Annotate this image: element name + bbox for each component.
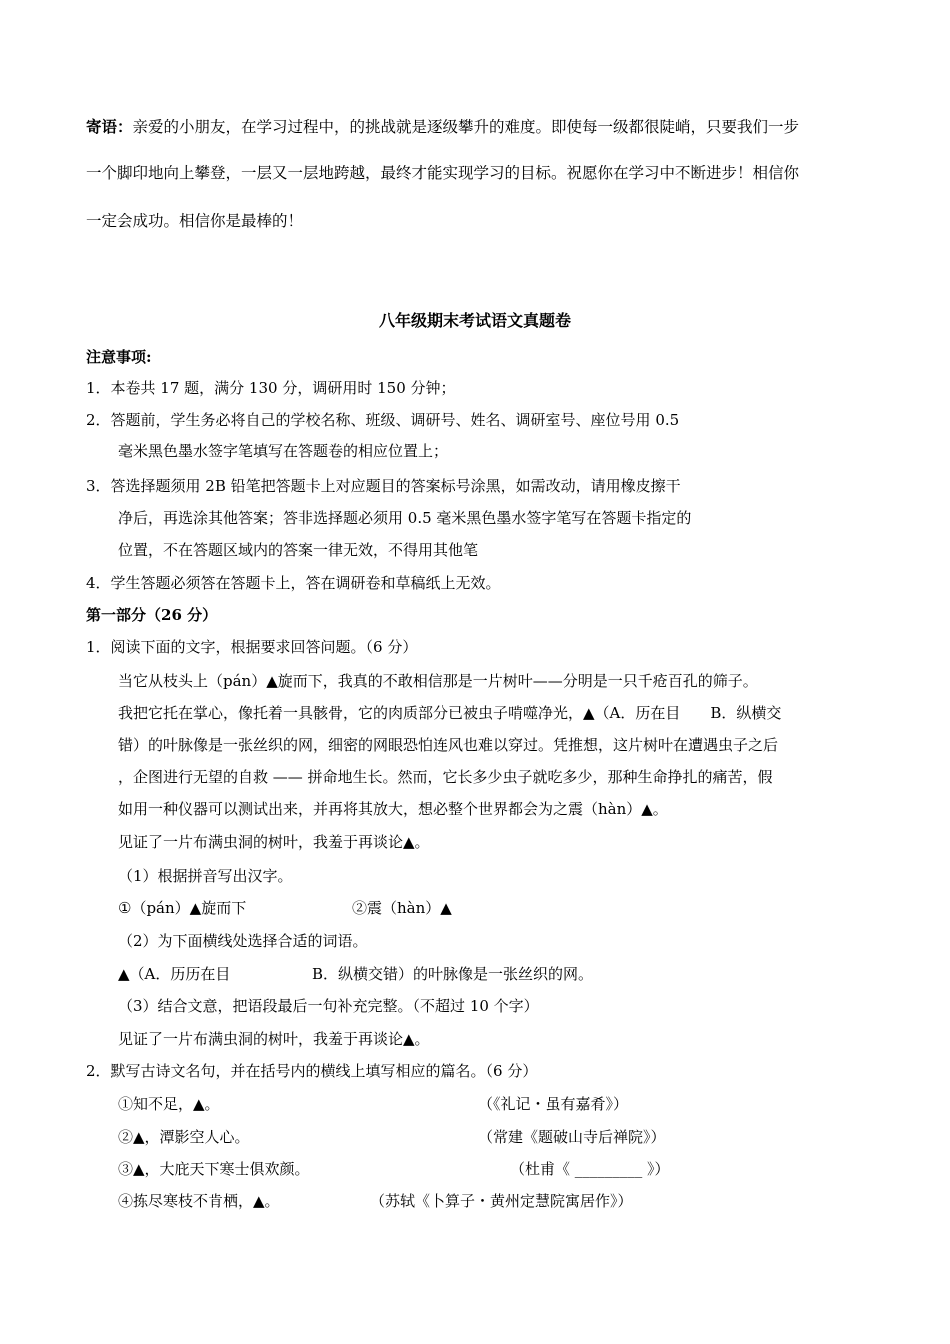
q1-sub1-a: ①（pán）▲旋而下 bbox=[118, 899, 247, 917]
q1-passage-line-6: 见证了一片布满虫洞的树叶，我羞于再谈论▲。 bbox=[118, 833, 430, 851]
q1-sub3-a: 见证了一片布满虫洞的树叶，我羞于再谈论▲。 bbox=[118, 1030, 430, 1048]
notice-item-3-cont-2: 位置，不在答题区域内的答案一律无效，不得用其他笔 bbox=[118, 541, 479, 559]
q1-sub2-a: ▲（A．历历在目 bbox=[118, 965, 231, 983]
notice-item-4: 4．学生答题必须答在答题卡上，答在调研卷和草稿纸上无效。 bbox=[86, 574, 501, 592]
notice-item-2: 2．答题前，学生务必将自己的学校名称、班级、调研号、姓名、调研室号、座位号用 0.5 bbox=[86, 411, 680, 429]
q1-sub2: （2）为下面横线处选择合适的词语。 bbox=[118, 932, 368, 950]
notice-item-2-cont: 毫米黑色墨水签字笔填写在答题卷的相应位置上； bbox=[118, 442, 449, 460]
part1-heading: 第一部分（26 分） bbox=[86, 606, 218, 624]
q1-sub2-b: B．纵横交错）的叶脉像是一张丝织的网。 bbox=[312, 965, 594, 983]
q1-stem: 1．阅读下面的文字，根据要求回答问题。（6 分） bbox=[86, 638, 418, 656]
q2-source-3: （杜甫《 _________ 》） bbox=[510, 1160, 670, 1178]
message-line-2: 一个脚印地向上攀登，一层又一层地跨越，最终才能实现学习的目标。祝愿你在学习中不断进步！相信你 bbox=[86, 164, 800, 182]
message-label: 寄语： bbox=[86, 117, 133, 136]
notice-item-1: 1．本卷共 17 题，满分 130 分，调研用时 150 分钟； bbox=[86, 379, 456, 397]
notice-item-3-cont-1: 净后，再选涂其他答案；答非选择题必须用 0.5 毫米黑色墨水签字笔写在答题卡指定的 bbox=[118, 509, 692, 527]
notice-heading: 注意事项: bbox=[86, 348, 152, 366]
q1-passage-line-4: ，企图进行无望的自救 —— 拼命地生长。然而，它长多少虫子就吃多少，那种生命挣扎的痛苦，假 bbox=[118, 768, 773, 786]
q2-line-4: ④拣尽寒枝不肯栖，▲。 bbox=[118, 1192, 280, 1210]
q2-stem: 2．默写古诗文名句，并在括号内的横线上填写相应的篇名。（6 分） bbox=[86, 1062, 538, 1080]
q1-passage-line-5: 如用一种仪器可以测试出来，并再将其放大，想必整个世界都会为之震（hàn）▲。 bbox=[118, 800, 668, 818]
q2-line-2: ②▲，潭影空人心。 bbox=[118, 1128, 250, 1146]
q1-passage-line-2: 我把它托在掌心，像托着一具骸骨，它的肉质部分已被虫子啃噬净光，▲（A．历在目 B．纵横交 bbox=[118, 704, 782, 722]
q2-line-1: ①知不足，▲。 bbox=[118, 1095, 220, 1113]
exam-title: 八年级期末考试语文真题卷 bbox=[378, 311, 571, 330]
q1-passage-line-3: 错）的叶脉像是一张丝织的网，细密的网眼恐怕连风也难以穿过。凭推想，这片树叶在遭遇虫子之后 bbox=[118, 736, 779, 754]
q2-source-1: （《礼记・虽有嘉肴》） bbox=[478, 1095, 629, 1113]
message-line-1 bbox=[86, 117, 799, 137]
message-line-3: 一定会成功。相信你是最棒的！ bbox=[86, 212, 304, 230]
message-text-1: 亲爱的小朋友，在学习过程中，的挑战就是逐级攀升的难度。即使每一级都很陡峭，只要我们一步 bbox=[132, 118, 800, 136]
q1-passage-line-1: 当它从枝头上（pán）▲旋而下，我真的不敢相信那是一片树叶——分明是一只千疮百孔的筛子。 bbox=[118, 672, 758, 690]
q2-source-4: （苏轼《卜算子・黄州定慧院寓居作》） bbox=[370, 1192, 633, 1210]
q1-sub3: （3）结合文意，把语段最后一句补充完整。（不超过 10 个字） bbox=[118, 997, 539, 1015]
q2-source-2: （常建《题破山寺后禅院》） bbox=[478, 1128, 666, 1146]
q2-line-3: ③▲，大庇天下寒士俱欢颜。 bbox=[118, 1160, 310, 1178]
notice-item-3: 3．答选择题须用 2B 铅笔把答题卡上对应题目的答案标号涂黑，如需改动，请用橡皮擦干 bbox=[86, 477, 681, 495]
q1-sub1-b: ②震（hàn）▲ bbox=[352, 899, 452, 917]
q1-sub1: （1）根据拼音写出汉字。 bbox=[118, 867, 293, 885]
